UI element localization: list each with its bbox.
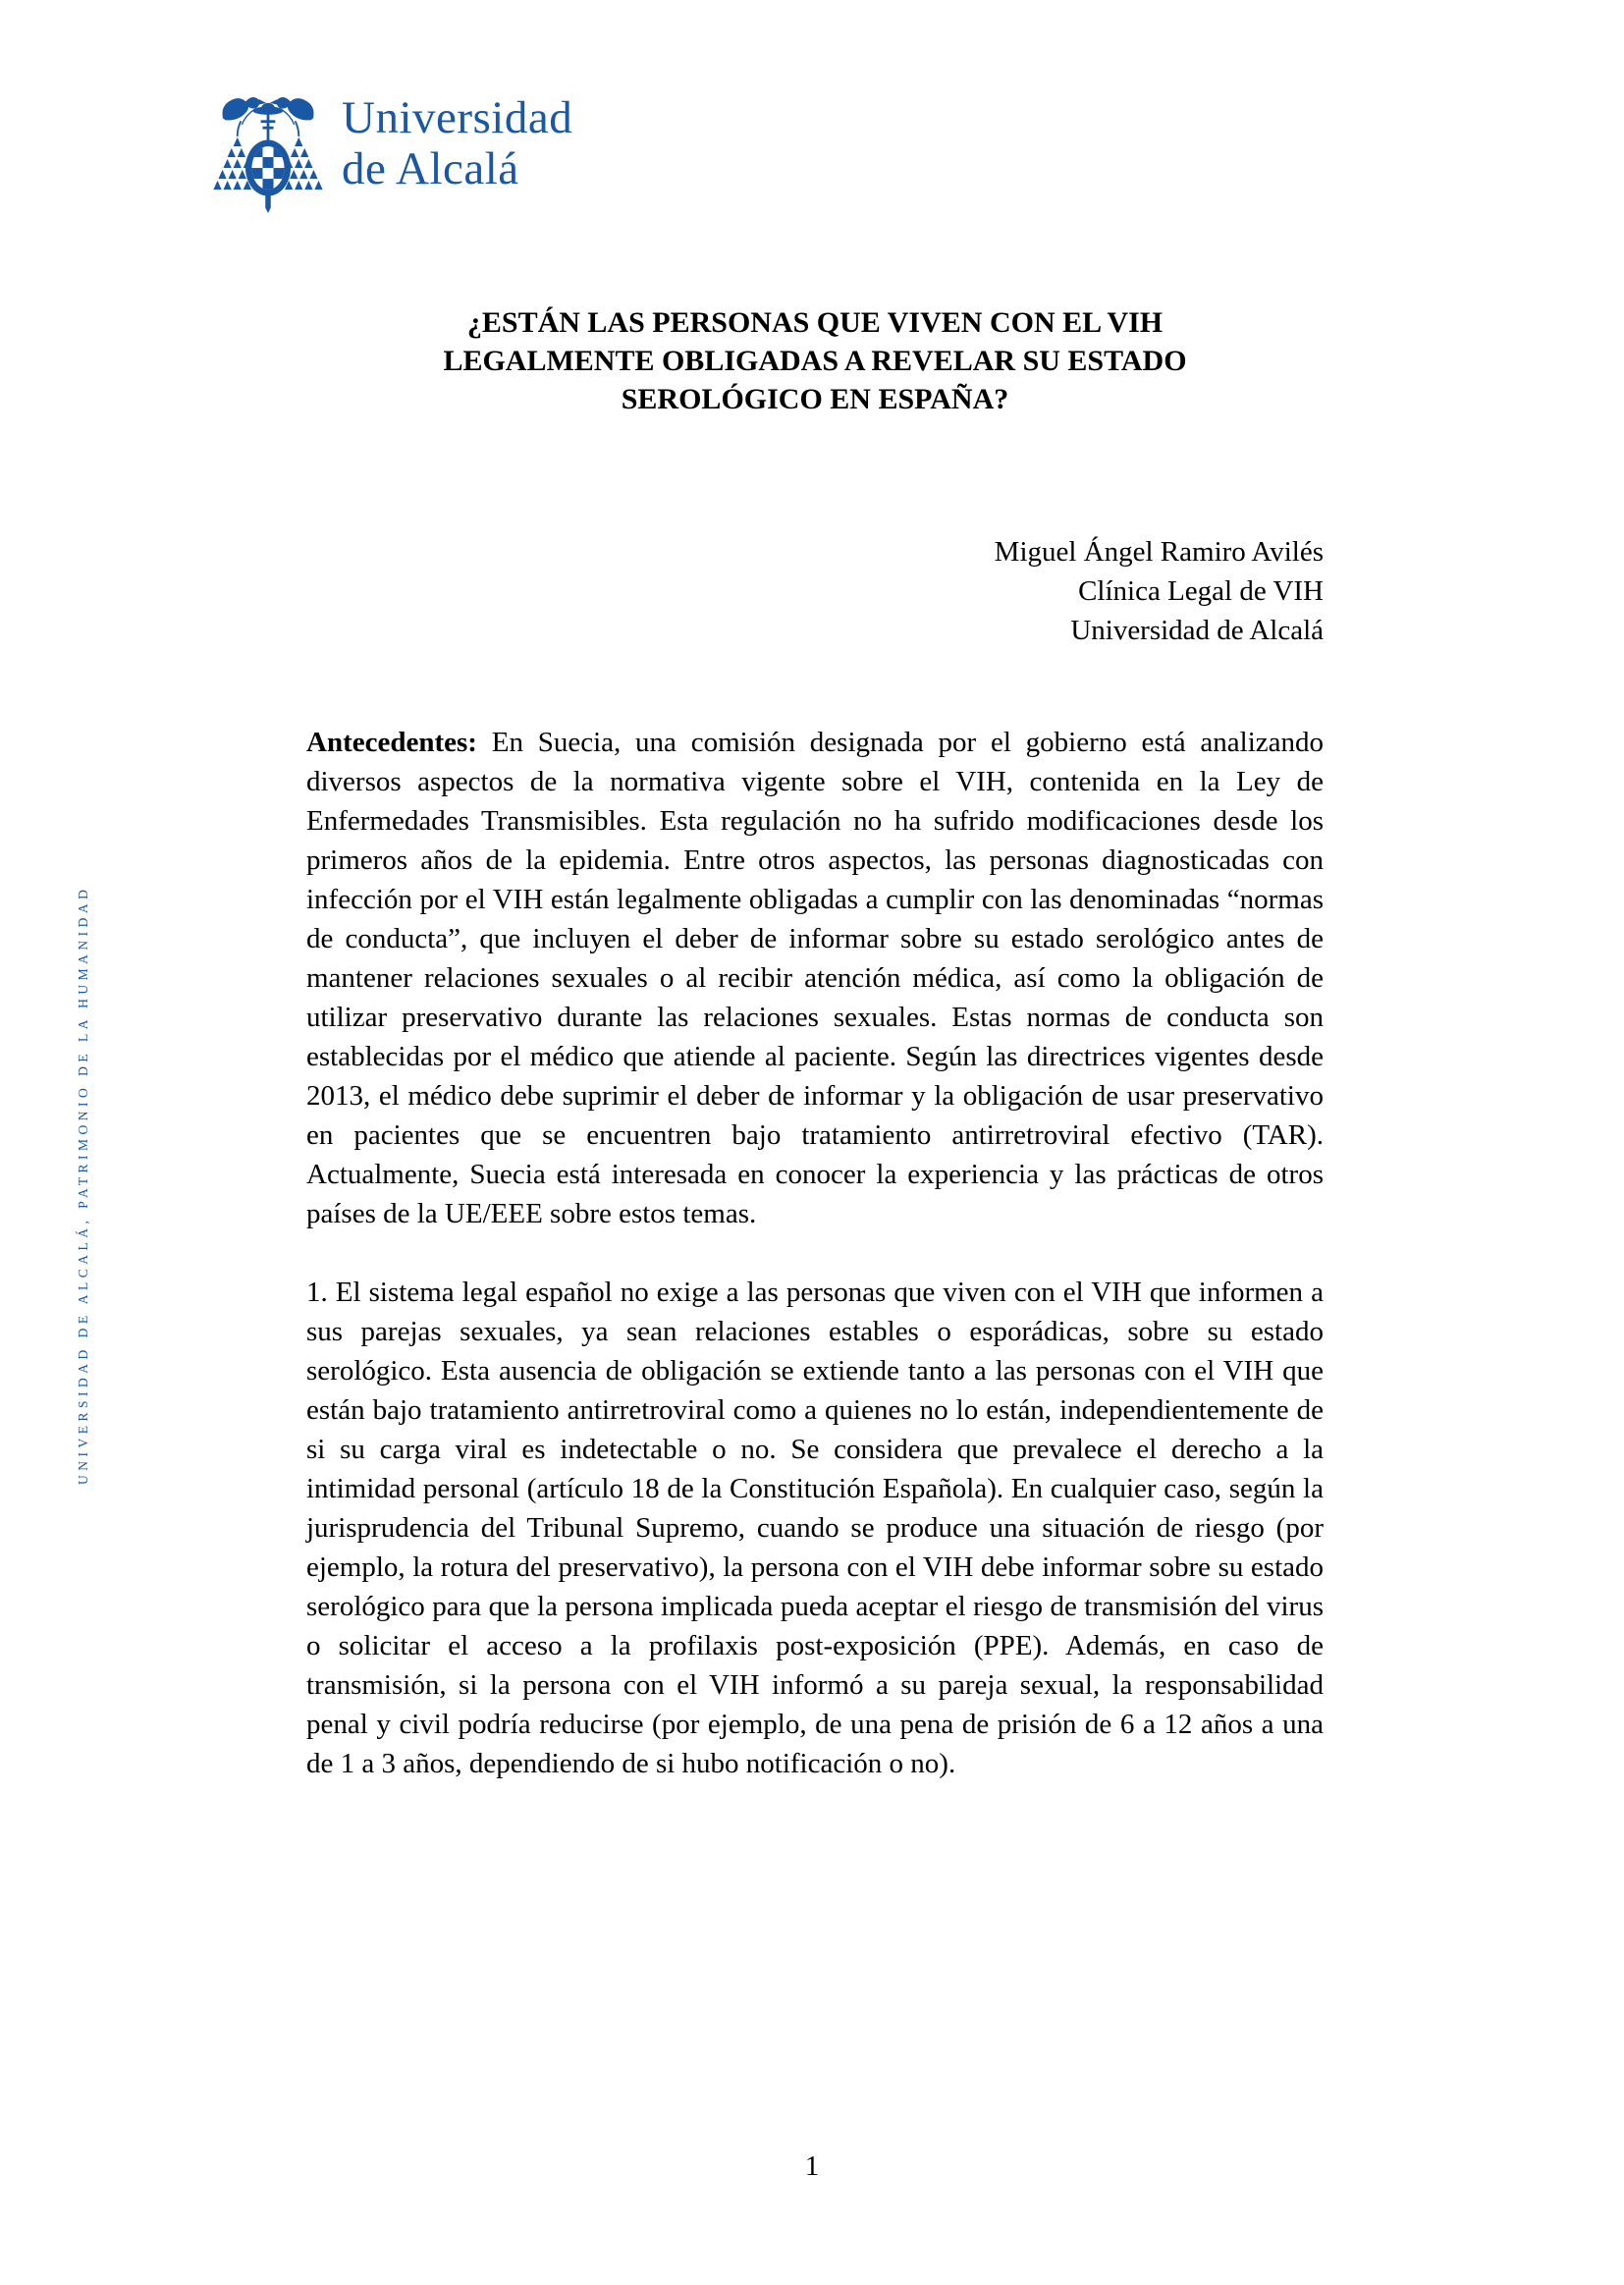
document-title-line1: ¿ESTÁN LAS PERSONAS QUE VIVEN CON EL VIH bbox=[466, 306, 1164, 339]
brand-wordmark-line2: de Alcalá bbox=[342, 143, 519, 194]
university-crest-icon bbox=[212, 86, 324, 217]
paragraph-antecedentes-text: En Suecia, una comisión designada por el gobierno está analizando diversos aspectos de la normativa vigente sobre el VIH, contenida en la Ley de Enfermedades Transmisibles. Esta regulación no ha sufrido modificaciones desde los primeros años de la epidemia. Entre otros aspectos, las personas diagnosticadas con infección por el VIH están legalmente obligadas a cumplir con las denominadas “normas de conducta”, que incluyen el deber de informar sobre su estado serológico antes de mantener relaciones sexuales o al recibir atención médica, así como la obligación de utilizar preservativo durante las relaciones sexuales. Estas normas de conducta son establecidas por el médico que atiende al paciente. Según las directrices vigentes desde 2013, el médico debe suprimir el deber de informar y la obligación de usar preservativo en pacientes que se encuentren bajo tratamiento antirretroviral efectivo (TAR). Actualmente, Suecia está interesada en conocer la experiencia y las prácticas de otros países de la UE/EEE sobre estos temas. bbox=[306, 727, 1324, 1229]
document-title-line3: SEROLÓGICO EN ESPAÑA? bbox=[621, 383, 1009, 415]
author-affiliation-university: Universidad de Alcalá bbox=[1070, 615, 1324, 646]
author-name: Miguel Ángel Ramiro Avilés bbox=[994, 536, 1324, 568]
document-title-line2: LEGALMENTE OBLIGADAS A REVELAR SU ESTADO bbox=[443, 345, 1187, 377]
paragraph-antecedentes bbox=[306, 723, 1324, 1233]
vertical-motto: UNIVERSIDAD DE ALCALÁ, PATRIMONIO DE LA HUMANIDAD bbox=[76, 885, 90, 1485]
paragraph-antecedentes-lead: Antecedentes: bbox=[306, 727, 477, 758]
paragraph-answer-1: 1. El sistema legal español no exige a las personas que viven con el VIH que informen a sus parejas sexuales, ya sean relaciones estables o esporádicas, sobre su estado serológico. Esta ausencia de obligación se extiende tanto a las personas con el VIH que están bajo tratamiento antirretroviral como a quienes no lo están, independientemente de si su carga viral es indetectable o no. Se considera que prevalece el derecho a la intimidad personal (artículo 18 de la Constitución Española). En cualquier caso, según la jurisprudencia del Tribunal Supremo, cuando se produce una situación de riesgo (por ejemplo, la rotura del preservativo), la persona con el VIH debe informar sobre su estado serológico para que la persona implicada pueda aceptar el riesgo de transmisión del virus o solicitar el acceso a la profilaxis post-exposición (PPE). Además, en caso de transmisión, si la persona con el VIH informó a su pareja sexual, la responsabilidad penal y civil podría reducirse (por ejemplo, de una pena de prisión de 6 a 12 años a una de 1 a 3 años, dependiendo de si hubo notificación o no). bbox=[306, 1277, 1324, 1779]
author-affiliation-clinic: Clínica Legal de VIH bbox=[1078, 575, 1324, 607]
document-body bbox=[306, 723, 1324, 1783]
page-number: 1 bbox=[804, 2150, 820, 2182]
brand-wordmark-line1: Universidad bbox=[342, 92, 573, 143]
author-block bbox=[306, 532, 1324, 650]
document-title bbox=[306, 303, 1324, 418]
brand-wordmark bbox=[342, 92, 572, 194]
